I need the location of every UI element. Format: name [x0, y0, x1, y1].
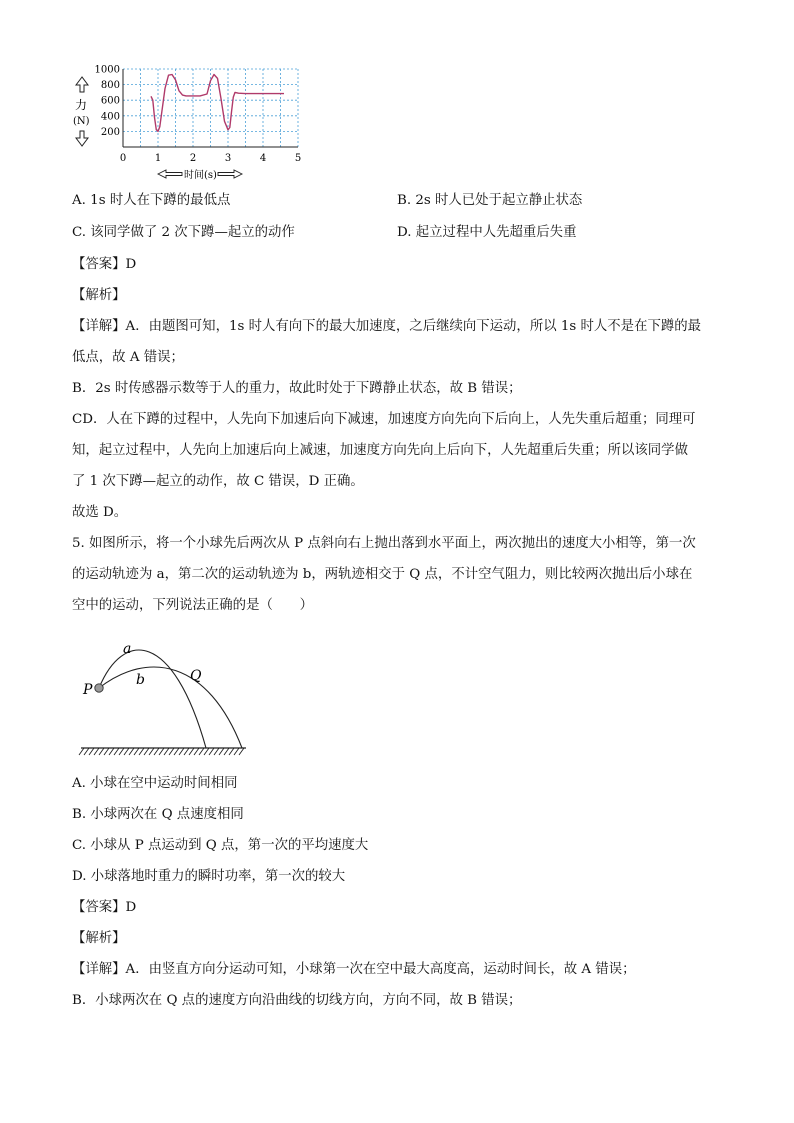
hatch-mark [229, 748, 234, 755]
hatch-mark [189, 748, 194, 755]
y-tick-label: 200 [100, 126, 120, 138]
hatch-mark [164, 748, 169, 755]
q5-option-c: C. 小球从 P 点运动到 Q 点，第一次的平均速度大 [72, 838, 369, 853]
q5-stem-line: 的运动轨迹为 a，第二次的运动轨迹为 b，两轨迹相交于 Q 点，不计空气阻力，则比较两次抛出后小球在 [72, 567, 693, 582]
ball-p [95, 684, 103, 692]
q4-analysis-line: 【详解】A．由题图可知，1s 时人有向下的最大加速度，之后继续向下运动，所以 1s 时人不是在下蹲的最 [72, 319, 702, 334]
hatch-mark [219, 748, 224, 755]
hatch-mark [139, 748, 144, 755]
q5-analysis-title: 【解析】 [72, 931, 126, 946]
hatch-mark [234, 748, 239, 755]
q5-option-d: D. 小球落地时重力的瞬时功率，第一次的较大 [72, 869, 346, 884]
series-line-force [151, 75, 284, 132]
q4-analysis-line: B．2s 时传感器示数等于人的重力，故此时处于下蹲静止状态，故 B 错误； [72, 381, 522, 396]
label-p: P [83, 682, 93, 698]
right-arrow-icon [218, 170, 242, 178]
q4-analysis-line: 低点，故 A 错误； [72, 350, 184, 365]
hatch-mark [204, 748, 209, 755]
q5-answer: 【答案】D [72, 900, 137, 915]
hatch-mark [174, 748, 179, 755]
hatch-mark [199, 748, 204, 755]
hatch-mark [134, 748, 139, 755]
y-tick-label: 1000 [94, 64, 120, 76]
label-a: a [123, 641, 132, 657]
left-arrow-icon [158, 170, 182, 178]
hatch-mark [79, 748, 84, 755]
hatch-mark [159, 748, 164, 755]
x-tick-label: 2 [189, 153, 197, 164]
hatch-mark [209, 748, 214, 755]
hatch-mark [89, 748, 94, 755]
label-b: b [136, 672, 145, 688]
x-axis-label [158, 168, 242, 181]
force-time-chart [70, 62, 310, 182]
hatch-mark [194, 748, 199, 755]
x-label-time: 时间(s) [184, 170, 217, 181]
x-tick-label: 5 [294, 153, 302, 164]
hatch-mark [214, 748, 219, 755]
hatch-mark [224, 748, 229, 755]
ground-hatching [79, 748, 244, 755]
hatch-mark [99, 748, 104, 755]
hatch-mark [239, 748, 244, 755]
hatch-mark [154, 748, 159, 755]
hatch-mark [84, 748, 89, 755]
y-label-force: 力 [75, 98, 88, 112]
q5-option-b: B. 小球两次在 Q 点速度相同 [72, 807, 244, 822]
x-tick-label: 4 [259, 153, 267, 164]
projectile-trajectory-figure [78, 635, 250, 757]
q5-analysis-line: B．小球两次在 Q 点的速度方向沿曲线的切线方向，方向不同，故 B 错误； [72, 993, 522, 1008]
q4-analysis-line: CD．人在下蹲的过程中，人先向下加速后向下减速，加速度方向先向下后向上，人先失重后超重；同理可 [72, 412, 696, 427]
q4-option-b: B. 2s 时人已处于起立静止状态 [397, 193, 583, 208]
hatch-mark [129, 748, 134, 755]
q4-analysis-line: 了 1 次下蹲—起立的动作，故 C 错误，D 正确。 [72, 474, 364, 489]
hatch-mark [94, 748, 99, 755]
y-axis-label [73, 77, 90, 146]
hatch-mark [109, 748, 114, 755]
q4-analysis-line: 故选 D。 [72, 505, 128, 520]
q4-analysis-title: 【解析】 [72, 288, 126, 303]
y-tick-label: 600 [100, 95, 120, 107]
hatch-mark [169, 748, 174, 755]
x-tick-label: 3 [224, 153, 232, 164]
q5-stem-line: 空中的运动，下列说法正确的是（ ） [72, 598, 314, 613]
trajectory-a [99, 650, 206, 748]
hatch-mark [184, 748, 189, 755]
q4-option-a: A. 1s 时人在下蹲的最低点 [72, 193, 231, 208]
q4-answer: 【答案】D [72, 257, 137, 272]
hatch-mark [144, 748, 149, 755]
q5-analysis-line: 【详解】A．由竖直方向分运动可知，小球第一次在空中最大高度高，运动时间长，故 A 错误； [72, 962, 636, 977]
hatch-mark [124, 748, 129, 755]
q4-option-d: D. 起立过程中人先超重后失重 [397, 225, 577, 240]
label-q: Q [190, 668, 202, 684]
hatch-mark [179, 748, 184, 755]
chart-tick-labels [95, 65, 302, 165]
chart-series [151, 75, 284, 132]
y-tick-label: 800 [100, 80, 120, 92]
hatch-mark [149, 748, 154, 755]
up-arrow-icon [76, 77, 88, 92]
q4-analysis-line: 知，起立过程中，人先向上加速后向上减速，加速度方向先向上后向下，人先超重后失重；所以该同学做 [72, 443, 688, 458]
trajectory-b [99, 667, 242, 748]
x-tick-label: 0 [119, 153, 127, 164]
y-tick-label: 400 [100, 111, 120, 123]
q5-option-a: A. 小球在空中运动时间相同 [72, 776, 238, 791]
down-arrow-icon [76, 131, 88, 146]
q5-stem-line: 5. 如图所示，将一个小球先后两次从 P 点斜向右上抛出落到水平面上，两次抛出的速度大小相等，第一次 [72, 536, 696, 551]
hatch-mark [114, 748, 119, 755]
hatch-mark [119, 748, 124, 755]
hatch-mark [104, 748, 109, 755]
q4-option-c: C. 该同学做了 2 次下蹲—起立的动作 [72, 225, 295, 240]
x-tick-label: 1 [154, 153, 162, 164]
y-label-unit: (N) [73, 116, 90, 127]
